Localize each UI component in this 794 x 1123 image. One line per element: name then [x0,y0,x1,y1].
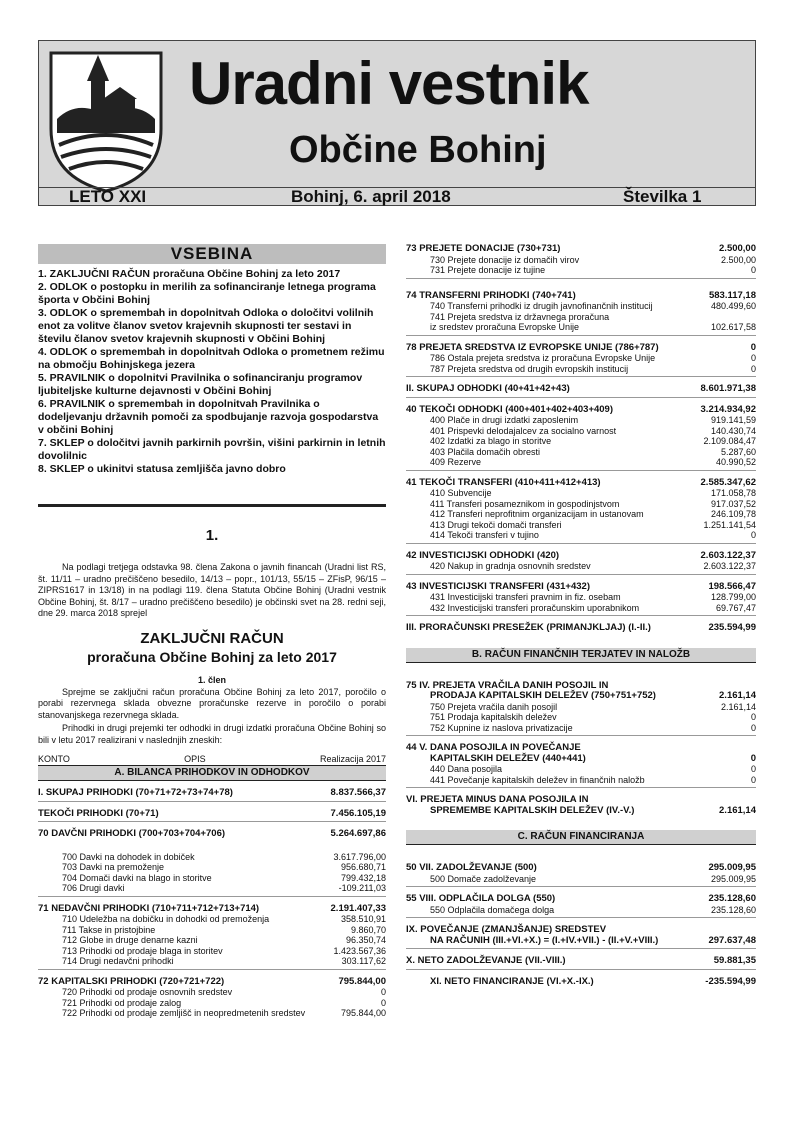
row-label: 44 V. DANA POSOJILA IN POVEČANJE [406,742,581,753]
row-value: 198.566,47 [708,580,756,592]
row-value: 0 [750,774,756,785]
row-label: 71 NEDAVČNI PRIHODKI (710+711+712+713+714) [38,902,260,914]
row-label: 722 Prihodki od prodaje zemljišč in neopredmetenih sredstev [62,1008,306,1018]
row-label: 400 Plače in drugi izdatki zaposlenim [430,415,579,425]
table-row [406,551,756,562]
table-row [38,852,386,863]
row-value: 1.423.567,36 [333,945,386,956]
row-value: 0 [750,722,756,733]
table-row [406,244,756,255]
row-value: 128.799,00 [710,592,756,602]
row-label: NA RAČUNIH (III.+VI.+X.) = (I.+IV.+VII.) - (II.+V.+VIII.) [430,934,659,946]
table-row [406,255,756,266]
row-label: 72 KAPITALSKI PRIHODKI (720+721+722) [38,975,225,987]
table-row [406,384,756,398]
bohinj-crest-icon [47,49,165,194]
table-row [406,743,756,754]
table-row [406,312,756,323]
row-label: 710 Udeležba na dobičku in dohodki od premoženja [62,914,270,924]
row-label: 750 Prejeta vračila danih posojil [430,701,558,712]
row-value: 295.009,95 [708,862,756,873]
col-konto: KONTO [38,754,70,764]
row-label: 721 Prihodki od prodaje zalog [62,997,182,1008]
row-label: 411 Transferi posameznikom in gospodinjstvom [430,498,620,509]
table-row [406,582,756,593]
row-value: 0 [750,265,756,275]
col-opis: OPIS [184,754,206,764]
row-value: 2.161,14 [720,701,756,712]
table-row [406,712,756,723]
table-row [406,530,756,544]
row-value: 69.767,47 [715,602,756,613]
row-value: 917.037,52 [710,498,756,509]
table-row [406,592,756,603]
table-row [406,806,756,817]
row-label: PRODAJA KAPITALSKIH DELEŽEV (750+751+752) [430,690,656,701]
row-label: 70 DAVČNI PRIHODKI (700+703+704+706) [38,828,226,839]
paragraph: Sprejme se zaključni račun proračuna Občine Bohinj za leto 2017, poročilo o porabi rezervnega sklada obvezne proračunske rezerve in poročilo o porabi stanovanjskega rezervnega sklada. [38,686,386,720]
table-row [406,874,756,888]
table-row [38,977,386,988]
row-label: 50 VII. ZADOLŽEVANJE (500) [406,862,537,873]
article-number: 1. [205,527,219,544]
row-value: 0 [380,997,386,1008]
row-value: 303.117,62 [341,956,386,966]
row-value: 8.601.971,38 [700,383,756,394]
table-row [406,561,756,575]
table-row [406,457,756,471]
row-label: 42 INVESTICIJSKI ODHODKI (420) [406,549,560,561]
row-value: 40.990,52 [715,457,756,467]
row-label: 500 Domače zadolževanje [430,873,537,884]
col-realizacija: Realizacija 2017 [319,754,386,764]
section-c-heading: C. RAČUN FINANCIRANJA [406,830,756,845]
row-value: 5.264.697,86 [330,828,386,839]
table-row [406,415,756,426]
row-value: 919.141,59 [710,415,756,425]
row-label: 731 Prejete donacije iz tujine [430,265,546,275]
table-row [406,723,756,737]
row-label: 786 Ostala prejeta sredstva iz proračuna Evropske Unije [430,353,656,363]
section-b-heading: B. RAČUN FINANČNIH TERJATEV IN NALOŽB [406,648,756,663]
financing-table [406,863,756,987]
row-label: 402 Izdatki za blago in storitve [430,436,552,446]
row-label: 414 Tekoči transferi v tujino [430,530,539,540]
clen-heading: 1. člen [197,674,226,685]
table-row [406,488,756,499]
table-row [406,364,756,378]
table-row [38,1008,386,1019]
row-value: 171.058,78 [710,488,756,498]
row-value: 0 [750,353,756,363]
row-value: 246.109,78 [710,509,756,519]
row-value: 2.603.122,37 [700,549,756,561]
row-label: 412 Transferi neprofitnim organizacijam in ustanovam [430,509,644,519]
right-column [406,244,756,987]
row-label: 752 Kupnine iz naslova privatizacije [430,722,573,733]
table-row [406,936,756,950]
row-value: 2.585.347,62 [700,476,756,488]
row-value: 799.432,18 [340,872,386,883]
row-label: X. NETO ZADOLŽEVANJE (VII.-VIII.) [406,955,566,966]
row-label: 741 Prejeta sredstva iz državnega proračuna [430,311,610,322]
toc-item[interactable]: 5. PRAVILNIK o dopolnitvi Pravilnika o sofinanciranju programov ljubiteljske kulturne dejavnosti v Občini Bohinj [38,372,363,397]
row-value: 583.117,18 [708,289,756,301]
row-label: I. SKUPAJ PRIHODKI (70+71+72+73+74+78) [38,787,233,798]
row-label: 700 Davki na dohodek in dobiček [62,851,195,862]
row-label: TEKOČI PRIHODKI (70+71) [38,807,159,819]
table-row [38,925,386,936]
table-row [406,405,756,416]
place-date: Bohinj, 6. april 2018 [291,187,451,206]
paragraph: Prihodki in drugi prejemki ter odhodki in drugi izdatki proračuna Občine Bohinj so bili v letu 2017 realizirani v naslednjih zneskih: [38,723,386,745]
left-column [38,244,386,1019]
row-value: 235.594,99 [708,622,756,633]
row-label: 550 Odplačila domačega dolga [430,904,555,915]
table-row [38,914,386,925]
row-label: 78 PREJETA SREDSTVA IZ EVROPSKE UNIJE (786+787) [406,341,659,353]
table-row [38,987,386,998]
row-label: 432 Investicijski transferi proračunskim uporabnikom [430,602,640,613]
info-bar [39,187,755,206]
row-value: 2.500,00 [720,254,756,265]
row-label: II. SKUPAJ ODHODKI (40+41+42+43) [406,383,570,394]
table-row [406,894,756,905]
toc-item[interactable]: 8. SKLEP o ukinitvi statusa zemljišča javno dobro [38,463,286,475]
issue-number: Številka 1 [623,187,702,206]
row-value: -235.594,99 [705,975,756,987]
row-value: 0 [750,712,756,722]
row-label: 40 TEKOČI ODHODKI (400+401+402+403+409) [406,403,614,415]
table-row [38,829,386,840]
row-value: 956.680,71 [340,862,386,872]
table-row [406,301,756,312]
row-value: 235.128,60 [710,904,756,915]
table-row [38,862,386,873]
table-row [406,436,756,447]
row-label: VI. PREJETA MINUS DANA POSOJILA IN [406,794,589,805]
table-row [38,904,386,915]
table-row [406,925,756,936]
table-row [406,702,756,713]
row-value: 0 [750,341,756,353]
year-label: LETO XXI [69,187,147,206]
row-value: 295.009,95 [710,873,756,884]
table-row [406,509,756,520]
section-a-heading: A. BILANCA PRIHODKOV IN ODHODKOV [38,766,386,781]
table-row [38,788,386,802]
document-subtitle: proračuna Občine Bohinj za leto 2017 [87,648,337,665]
row-value: 0 [750,764,756,774]
row-value: 8.837.566,37 [330,787,386,798]
toc-item[interactable]: 2. ODLOK o postopku in merilih za sofinanciranje letnega programa športa v Občini Bohinj [38,281,376,306]
title-line2: Občine Bohinj [289,129,547,171]
row-label: 410 Subvencije [430,488,492,498]
toc-heading: VSEBINA [38,244,386,264]
row-label: SPREMEMBE KAPITALSKIH DELEŽEV (IV.-V.) [430,804,635,816]
document-title: ZAKLJUČNI RAČUN [140,629,284,647]
balance-table-left [38,788,386,1019]
row-label: 41 TEKOČI TRANSFERI (410+411+412+413) [406,476,601,488]
row-value: 102.617,58 [710,322,756,332]
row-value: 5.287,60 [720,446,756,457]
row-value: -109.211,03 [338,883,386,893]
table-row [406,353,756,364]
row-value: 235.128,60 [708,893,756,904]
article-intro: Na podlagi tretjega odstavka 98. člena Zakona o javnih financah (Uradni list RS, št. 11/11 – uradno prečiščeno besedilo, 14/13 – popr., 101/13, 55/15 – ZFisP, 96/15 – ZIPRS1617 in 13/18) in na podlagi 119. člena Statuta Občine Bohinj (Uradni vestnik Občine Bohinj, št. 8/17 – uradno prečiščeno besedilo) je občinski svet na 28. redni seji, dne 29. marca 2018 sprejel [38,562,386,618]
row-value: 3.617.796,00 [333,851,386,862]
table-row [406,520,756,531]
row-label: IX. POVEČANJE (ZMANJŠANJE) SREDSTEV [406,924,607,935]
table-row [406,265,756,279]
table-row [38,998,386,1009]
table-row [406,499,756,510]
row-value: 0 [750,530,756,540]
table-row [406,905,756,919]
row-value: 2.109.084,47 [703,436,756,446]
row-label: 703 Davki na premoženje [62,862,165,872]
row-value: 2.500,00 [719,243,756,254]
row-label: 714 Drugi nedavčni prihodki [62,956,174,966]
row-label: 440 Dana posojila [430,764,503,774]
row-label: III. PRORAČUNSKI PRESEŽEK (PRIMANJKLJAJ) (I.-II.) [406,622,651,633]
row-label: 431 Investicijski transferi pravnim in fiz. osebam [430,592,621,602]
row-label: 75 IV. PREJETA VRAČILA DANIH POSOJIL IN [406,679,609,691]
table-row [38,946,386,957]
row-value: 480.499,60 [710,301,756,311]
table-row [406,343,756,354]
row-value: 358.510,91 [340,914,386,924]
table-row [406,447,756,458]
table-row [406,426,756,437]
row-value: 0 [380,987,386,997]
row-value: 0 [750,363,756,374]
row-value: 140.430,74 [710,425,756,436]
table-column-headers [38,754,386,766]
financial-claims-table [406,681,756,817]
row-label: 413 Drugi tekoči domači transferi [430,519,562,530]
table-row [406,623,756,634]
row-label: 55 VIII. ODPLAČILA DOLGA (550) [406,893,556,904]
row-value: 2.161,14 [719,690,756,701]
table-row [406,603,756,617]
divider [38,504,386,507]
table-row [406,956,756,970]
row-label: XI. NETO FINANCIRANJE (VI.+X.-IX.) [430,975,594,987]
row-label: 711 Takse in pristojbine [62,924,156,935]
row-value: 1.251.141,54 [703,519,756,530]
table-row [406,754,756,765]
row-label: 73 PREJETE DONACIJE (730+731) [406,243,561,254]
row-label: 713 Prihodki od prodaje blaga in storitev [62,945,223,956]
row-value: 2.191.407,33 [330,902,386,914]
row-label: 720 Prihodki od prodaje osnovnih sredstev [62,987,233,997]
row-label: 740 Transferni prihodki iz drugih javnofinančnih institucij [430,301,653,311]
table-row [406,863,756,874]
table-row [38,809,386,823]
row-value: 7.456.105,19 [330,807,386,819]
row-value: 297.637,48 [708,934,756,946]
row-label: 403 Plačila domačih obresti [430,446,541,457]
row-label: 441 Povečanje kapitalskih deležev in finančnih naložb [430,774,645,785]
row-label: 712 Globe in druge denarne kazni [62,935,198,945]
row-label: 420 Nakup in gradnja osnovnih sredstev [430,561,591,571]
toc-item[interactable]: 4. ODLOK o spremembah in dopolnitvah Odloka o prometnem režimu na območju Bohinjskega jezera [38,346,385,371]
row-label: 704 Domači davki na blago in storitve [62,872,212,883]
table-row [38,935,386,946]
row-value: 9.860,70 [350,924,386,935]
row-value: 2.161,14 [719,804,756,816]
row-label: 706 Drugi davki [62,883,125,893]
row-label: 751 Prodaja kapitalskih deležev [430,712,557,722]
toc-item[interactable]: 1. ZAKLJUČNI RAČUN proračuna Občine Bohinj za leto 2017 [38,268,341,280]
table-row [406,764,756,775]
table-row [406,322,756,336]
title-line1: Uradni vestnik [189,50,589,117]
table-row [406,775,756,789]
balance-table-right [406,244,756,634]
table-row [38,956,386,970]
row-label: KAPITALSKIH DELEŽEV (440+441) [430,752,586,764]
table-row [406,691,756,702]
row-label: 74 TRANSFERNI PRIHODKI (740+741) [406,289,576,301]
masthead [38,40,756,206]
row-value: 2.603.122,37 [703,561,756,571]
row-label: 787 Prejeta sredstva od drugih evropskih institucij [430,363,629,374]
row-label: 401 Prispevki delodajalcev za socialno varnost [430,425,617,436]
toc-item[interactable]: 6. PRAVILNIK o spremembah in dopolnitvah Pravilnika o dodeljevanju državnih pomoči za spodbujanje razvoja gospodarstva v občini Bohinj [38,398,379,436]
row-value: 795.844,00 [340,1008,386,1018]
row-value: 795.844,00 [338,975,386,987]
row-label: 43 INVESTICIJSKI TRANSFERI (431+432) [406,580,590,592]
table-row [38,873,386,884]
table-row [406,795,756,806]
row-label: 409 Rezerve [430,457,482,467]
toc-item[interactable]: 7. SKLEP o določitvi javnih parkirnih površin, višini parkirnin in letnih dovolilnic [38,437,386,462]
row-value: 96.350,74 [345,935,386,945]
toc-item[interactable]: 3. ODLOK o spremembah in dopolnitvah Odloka o določitvi volilnih enot za volitve članov svetov krajevnih skupnosti ter sestavi in številu članov svetov krajevnih skupnosti v Občini Bohinj [38,307,374,345]
row-label: iz sredstev proračuna Evropske Unije [430,322,580,332]
row-value: 59.881,35 [713,955,756,966]
table-row [406,291,756,302]
row-value: 0 [750,752,756,764]
table-row [38,883,386,897]
row-value: 3.214.934,92 [700,403,756,415]
row-label: 730 Prejete donacije iz domačih virov [430,254,580,265]
table-row [406,977,756,988]
table-row [406,478,756,489]
table-of-contents [38,268,386,476]
